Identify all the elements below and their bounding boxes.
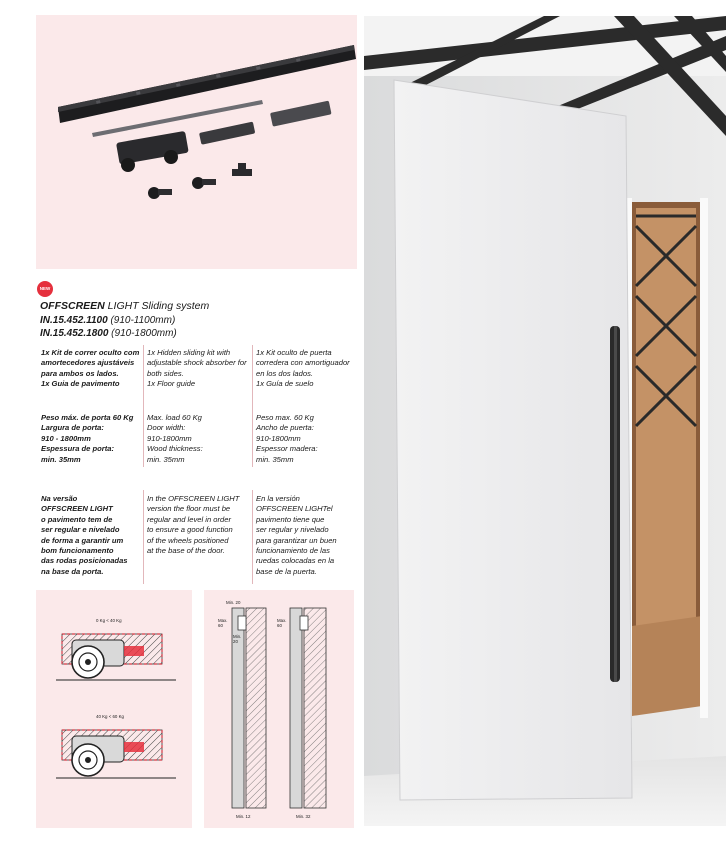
specs-es <box>256 413 356 465</box>
dim-min20-left: Min. 20 <box>233 634 242 644</box>
dim-min12: Min. 12 <box>236 814 251 819</box>
floor-note-en-text: In the OFFSCREEN LIGHT version the floor must be regular and level in order to ensure a good function of the wheels positioned at the base of the door. <box>147 494 240 556</box>
kit-contents-pt <box>41 348 141 390</box>
room-photo <box>364 16 726 826</box>
kit-contents-en-text: 1x Hidden sliding kit with adjustable shock absorber for both sides. 1x Floor guide <box>147 348 247 389</box>
sliding-kit-illustration <box>36 15 357 269</box>
weight-label-top: 0 Kg < 40 Kg <box>96 618 122 623</box>
product-code-2 <box>40 328 177 339</box>
product-code-1-number: IN.15.452.1100 <box>40 315 108 326</box>
new-badge: NEW <box>37 281 53 297</box>
wheel-diagrams <box>36 590 192 828</box>
specs-en-text: Max. load 60 Kg Door width: 910-1800mm Wood thickness: min. 35mm <box>147 413 203 464</box>
dim-max60-left: Max. 60 <box>218 618 228 628</box>
product-title-rest: LIGHT Sliding system <box>104 300 210 312</box>
wheel-diagram-panel <box>36 590 192 828</box>
specs-en <box>147 413 251 465</box>
specs-pt-text: Peso máx. de porta 60 Kg Largura de porta: 910 - 1800mm Espessura de porta: min. 35mm <box>41 413 134 464</box>
product-code-2-number: IN.15.452.1800 <box>40 328 109 339</box>
column-divider-3 <box>143 490 144 584</box>
sliding-door-scene <box>364 16 726 826</box>
floor-note-es-text: En la versión OFFSCREEN LIGHTel pavimento tiene que ser regular y nivelado para garantizar un buen funcionamiento de las ruedas colocadas en la base de la puerta. <box>256 494 337 576</box>
section-diagram-panel <box>204 590 354 828</box>
product-code-1 <box>40 315 175 326</box>
product-image-panel <box>36 15 357 269</box>
dim-min32: Min. 32 <box>296 814 311 819</box>
kit-contents-en <box>147 348 251 390</box>
dim-max60-right: Max. 60 <box>277 618 287 628</box>
column-divider-4 <box>252 490 253 584</box>
floor-note-es <box>256 494 356 577</box>
kit-contents-es-text: 1x Kit oculto de puerta corredera con amortiguador en los dos lados. 1x Guía de suelo <box>256 348 350 389</box>
specs-pt <box>41 413 141 465</box>
product-code-1-range: (910-1100mm) <box>110 315 176 326</box>
specs-es-text: Peso max. 60 Kg Ancho de puerta: 910-1800mm Espessor madera: min. 35mm <box>256 413 318 464</box>
weight-label-bottom: 40 Kg < 60 Kg <box>96 714 124 719</box>
kit-contents-pt-text: 1x Kit de correr oculto com amortecedores ajustáveis para ambos os lados. 1x Guia de pavimento <box>41 348 140 389</box>
kit-contents-es <box>256 348 356 390</box>
floor-note-pt <box>41 494 143 577</box>
column-divider-2 <box>252 345 253 467</box>
product-title-brand: OFFSCREEN <box>40 300 105 312</box>
floor-note-en <box>147 494 251 556</box>
dim-min20-top: Min. 20 <box>226 600 241 605</box>
product-title <box>40 300 209 312</box>
floor-note-pt-text: Na versão OFFSCREEN LIGHT o pavimento tem de ser regular e nivelado de forma a garantir um bom funcionamento das rodas posicionadas na base da porta. <box>41 494 128 576</box>
product-code-2-range: (910-1800mm) <box>111 328 177 339</box>
column-divider-1 <box>143 345 144 467</box>
